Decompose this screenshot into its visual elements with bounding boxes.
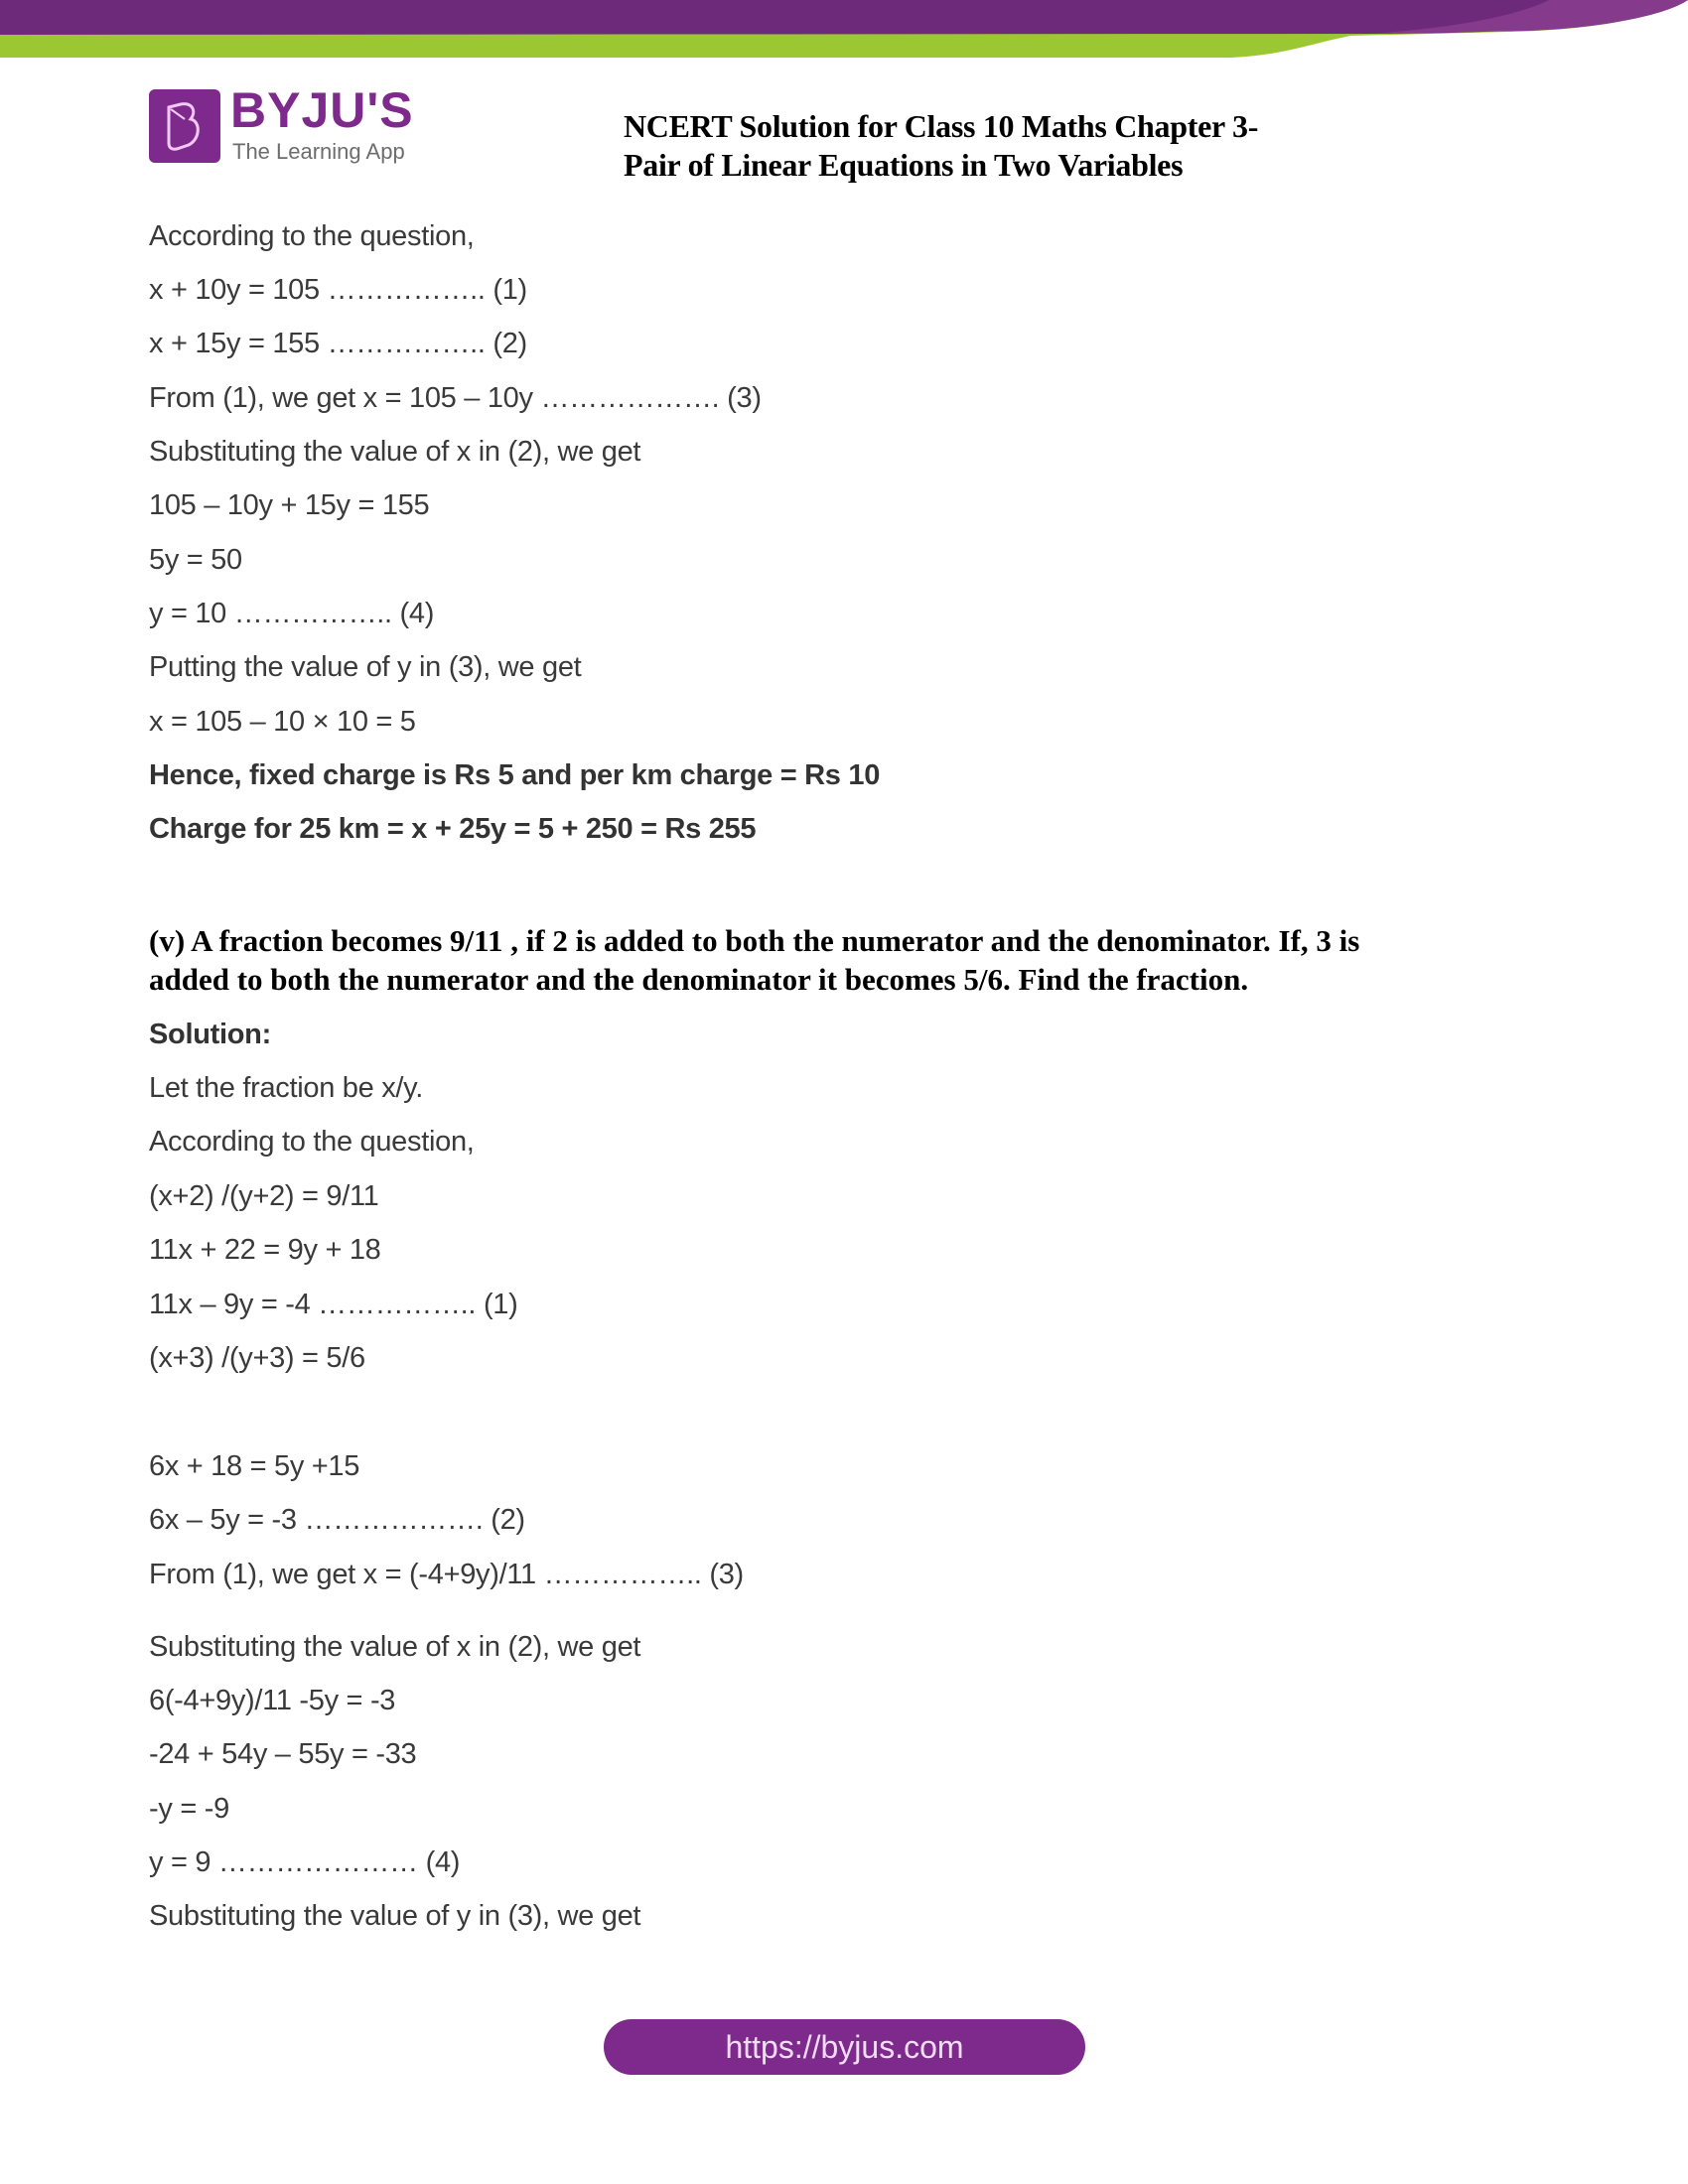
equation-line: From (1), we get x = 105 – 10y ………………. (3) bbox=[149, 382, 762, 414]
equation-line: -24 + 54y – 55y = -33 bbox=[149, 1738, 417, 1770]
equation-line: 11x + 22 = 9y + 18 bbox=[149, 1234, 381, 1266]
text-line: According to the question, bbox=[149, 1126, 475, 1158]
equation-line: 6(-4+9y)/11 -5y = -3 bbox=[149, 1685, 396, 1716]
equation-line: (x+2) /(y+2) = 9/11 bbox=[149, 1180, 379, 1212]
text-line: Substituting the value of x in (2), we get bbox=[149, 436, 641, 468]
byjus-logo bbox=[149, 82, 417, 165]
header-banner bbox=[0, 0, 1688, 60]
footer-url-link[interactable] bbox=[604, 2019, 1085, 2075]
equation-line: From (1), we get x = (-4+9y)/11 …………….. (3) bbox=[149, 1559, 744, 1590]
text-line: Putting the value of y in (3), we get bbox=[149, 651, 582, 683]
equation-line: 6x – 5y = -3 ………………. (2) bbox=[149, 1504, 525, 1536]
equation-line: 6x + 18 = 5y +15 bbox=[149, 1450, 360, 1482]
page-title-line-1: NCERT Solution for Class 10 Maths Chapter 3- bbox=[624, 108, 1259, 144]
text-line: Let the fraction be x/y. bbox=[149, 1072, 423, 1104]
text-line: Substituting the value of x in (2), we get bbox=[149, 1631, 641, 1663]
equation-line: 11x – 9y = -4 …………….. (1) bbox=[149, 1289, 518, 1320]
equation-line: x + 10y = 105 …………….. (1) bbox=[149, 274, 527, 306]
equation-line: -y = -9 bbox=[149, 1793, 229, 1825]
equation-line: x + 15y = 155 …………….. (2) bbox=[149, 328, 527, 359]
conclusion-line: Hence, fixed charge is Rs 5 and per km charge = Rs 10 bbox=[149, 759, 881, 791]
b-letter-icon bbox=[165, 101, 203, 151]
question-line-1: (v) A fraction becomes 9/11 , if 2 is added to both the numerator and the denominator. If, 3 is bbox=[149, 923, 1360, 958]
brand-tagline: The Learning App bbox=[232, 139, 405, 164]
brand-name: BYJU'S bbox=[230, 82, 414, 138]
conclusion-line: Charge for 25 km = x + 25y = 5 + 250 = Rs 255 bbox=[149, 813, 757, 845]
equation-line: x = 105 – 10 × 10 = 5 bbox=[149, 706, 416, 738]
equation-line: 5y = 50 bbox=[149, 544, 242, 576]
page-title-line-2: Pair of Linear Equations in Two Variables bbox=[624, 147, 1184, 183]
text-line: According to the question, bbox=[149, 220, 475, 252]
logo-mark bbox=[149, 89, 220, 163]
page-title bbox=[624, 107, 1378, 185]
solution-label: Solution: bbox=[149, 1019, 271, 1050]
equation-line: y = 10 …………….. (4) bbox=[149, 598, 435, 629]
question-line-2: added to both the numerator and the denominator it becomes 5/6. Find the fraction. bbox=[149, 962, 1249, 997]
equation-line: y = 9 ………………… (4) bbox=[149, 1846, 461, 1878]
footer-url-text: https://byjus.com bbox=[725, 2029, 964, 2065]
text-line: Substituting the value of y in (3), we get bbox=[149, 1900, 641, 1932]
question-v bbox=[149, 921, 1470, 999]
equation-line: (x+3) /(y+3) = 5/6 bbox=[149, 1342, 365, 1374]
equation-line: 105 – 10y + 15y = 155 bbox=[149, 489, 430, 521]
